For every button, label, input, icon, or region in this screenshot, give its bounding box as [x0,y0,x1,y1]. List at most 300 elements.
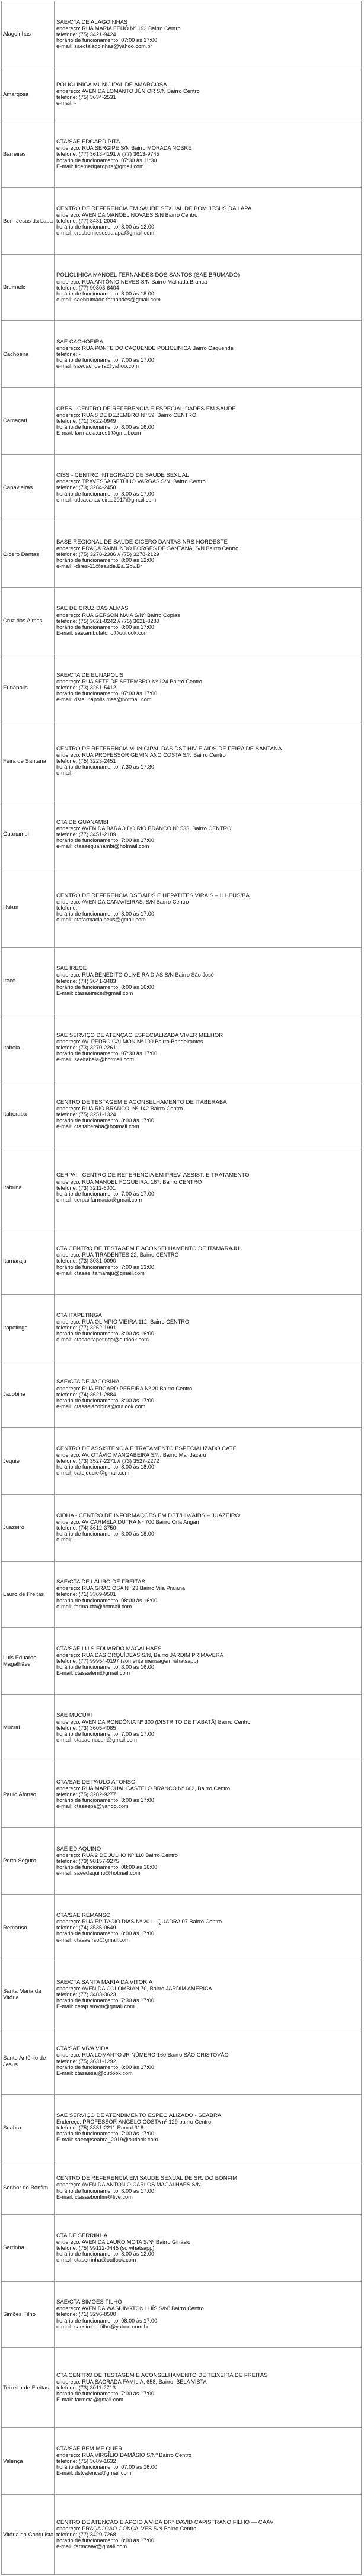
directory-row [2,254,362,321]
service-name: SAE/CTA DE JACOBINA [56,1379,120,1386]
phone-line: telefone: (74) 3621-2884 [56,1391,116,1398]
email-link[interactable]: E-mail: farmacia.cres1@gmail.com [56,430,141,436]
directory-row [2,1894,362,1961]
hours-line: horário de funcionamento: 8:00 às 17:00 [56,2188,154,2194]
email-link[interactable]: e-mail: crssbomjesusdalapa@gmail.com [56,230,155,236]
address-line: endereço: AVENIDA ANTÔNIO CARLOS MAGALHÃES S/N [56,2182,201,2188]
city-name: Cícero Dantas [2,521,55,588]
city-name: Canavieiras [2,454,55,521]
directory-row [2,521,362,588]
email-link[interactable]: e-mail: saeedaquino@hotmail.com [56,1870,141,1876]
email-link[interactable]: E-mail: dstvalenca@gmail.com [56,2470,132,2477]
service-name: CTA CENTRO DE TESTAGEM E ACONSELHAMENTO DE TEIXEIRA DE FREITAS [56,2373,268,2379]
hours-line: horário de funcionamento: 8:00 às 16:00 [56,1664,154,1671]
email-link[interactable]: e-mail: cerpai.farmacia@gmail.com [56,1196,142,1203]
phone-line: telefone: (75) 3251-1324 [56,1111,116,1117]
hours-line: horário de funcionamento: 8:00 às 18:00 [56,1530,154,1537]
service-name: CENTRO DE REFERÊNCIA DST/AIDS E HEPATITES VIRAIS – ILHÉUS/BA [56,892,250,899]
city-name: Mucuri [2,1694,55,1761]
city-name: Cachoeira [2,321,55,388]
service-name: CTA/SAE LUÍS EDUARDO MAGALHÃES [56,1646,162,1652]
email-link[interactable]: e-mail: saecachoeira@yahoo.com [56,363,139,370]
email-link[interactable]: E-mail: ctasaesaj@outlook.com [56,2070,133,2076]
city-name: Lauro de Freitas [2,1561,55,1628]
directory-row [2,947,362,1014]
directory-row [2,587,362,654]
directory-row [2,721,362,801]
email-link[interactable]: e-mail: ctasae.rso@gmail.com [56,1936,130,1943]
city-name: Amargosa [2,68,55,121]
phone-line: telefone: (73) 98157-9275 [56,1858,119,1864]
phone-line: telefone: (75) 3421-9424 [56,31,116,37]
directory-row [2,454,362,521]
address-line: endereço: RUA TIRADENTES 22, Bairro CENTRO [56,1252,179,1258]
address-line: endereço: AVENIDA COLOMBIAN 70, Bairro JARDIM AMÉRICA [56,1985,212,1992]
service-info [55,2215,362,2282]
directory-row [2,121,362,188]
address-line: endereço: AVENIDA LOMANTO JÚNIOR S/N Bairro Centro [56,88,200,95]
service-name: SAE SERVIÇO DE ATENÇÃO ESPECIALIZADA VIVER MELHOR [56,1032,223,1039]
directory-row [2,2428,362,2495]
city-name: Santo Antônio de Jesus [2,2028,55,2095]
address-line: endereço: RUA 8 DE DEZEMBRO Nº 59, Bairro CENTRO [56,412,197,418]
service-name: CTA ITAPETINGA [56,1312,102,1319]
city-name: Remanso [2,1894,55,1961]
directory-row [2,1561,362,1628]
city-name: Santa Maria da Vitória [2,1961,55,2028]
city-name: Luís Eduardo Magalhães [2,1628,55,1695]
hours-line: horário de funcionamento: 8:00 às 17:00 [56,624,154,630]
directory-row [2,2281,362,2348]
directory-row [2,1428,362,1495]
hours-line: horário de funcionamento: 8:00 às 12:00 [56,224,154,230]
service-name: SAE/CTA SANTA MARIA DA VITÓRIA [56,1979,153,1986]
phone-line: telefone: (73) 3270-2261 [56,1045,116,1051]
phone-line: telefone: - [56,351,81,358]
service-name: CTA DE GUANAMBI [56,819,108,826]
service-info [55,121,362,188]
service-name: CTA/SAE REMANSO [56,1913,111,1919]
directory-row [2,1828,362,1895]
address-line: endereço: RUA SERGIPE S/N Bairro MORADA NOBRE [56,145,192,152]
city-name: Alagoinhas [2,1,55,68]
address-line: endereço: RUA MARECHAL CASTELO BRANCO Nº 662, Bairro Centro [56,1785,231,1792]
phone-line: telefone: (77) 3481-2004 [56,218,116,224]
hours-line: horário de funcionamento: 7:00 às 17:00 [56,837,154,843]
city-name: Ilhéus [2,868,55,947]
address-line: endereço: RUA MANOEL FOGUEIRA, 167, Bairro CENTRO [56,1178,202,1185]
directory-body [2,1,362,2575]
phone-line: telefone: (77) 3483-3623 [56,1991,116,1997]
hours-line: horário de funcionamento: 7:00 às 17:00 [56,1190,154,1197]
email-link[interactable]: e-mail: ctaserrinha@outlook.com [56,2257,136,2263]
email-link[interactable]: e-mail: ctasaemucuri@gmail.com [56,1736,137,1743]
city-name: Itamaraju [2,1228,55,1295]
hours-line: horário de funcionamento: 07:30 às 11:30 [56,157,157,163]
email-link[interactable]: E-mail: sae.ambulatorio@outlook.com [56,629,149,636]
phone-line: telefone: (74) 3535-0649 [56,1925,116,1931]
address-line: endereço: AVENIDA LAURO MOTA S/Nº Bairro Ginásio [56,2238,191,2245]
service-name: CTA/SAE EDGARD PITA [56,139,120,146]
service-info [55,2281,362,2348]
phone-line: telefone: (75) 3634-2531 [56,94,116,101]
service-name: CENTRO DE REFERÊNCIA MUNICIPAL DAS DST HIV E AIDS DE FEIRA DE SANTANA [56,746,282,752]
hours-line: horário de funcionamento: 07:00 às 17:00 [56,690,158,697]
service-name: CENTRO DE ATENÇÃO E APOIO A VIDA DR° DAVID CAPISTRANO FILHO — CAAV [56,2519,274,2526]
phone-line: telefone: (75) 3689-1632 [56,2458,116,2465]
service-info [55,587,362,654]
email-link[interactable]: e-mail: saectalagoinhas@yahoo.com.br [56,43,152,49]
directory-row [2,1081,362,1148]
address-line: endereço: RUA LOMANTO JR NÚMERO 160 Bairro SÃO CRISTOVÃO [56,2052,229,2058]
hours-line: horário de funcionamento: 8:00 às 17:00 [56,1797,154,1804]
service-info [55,947,362,1014]
address-line: endereço: RUA EDGARD PEREIRA Nº 20 Bairro Centro [56,1385,193,1392]
directory-row [2,1628,362,1695]
directory-row [2,388,362,455]
address-line: endereço: AVENIDA RONDÔNIA Nº 300 (DISTRITO DE ITABATÃ) Bairro Centro [56,1719,251,1725]
service-name: SAE IRECÊ [56,966,87,972]
directory-row [2,188,362,255]
directory-row [2,68,362,121]
hours-line: horário de funcionamento: 8:00 às 12:00 [56,2250,154,2257]
phone-line: telefone: (77) 99803-6404 [56,284,119,291]
hours-line: horário de funcionamento: 07:00 às 16:00 [56,2464,158,2471]
phone-line: telefone: (74) 3612-3750 [56,1524,116,1531]
directory-row [2,1761,362,1828]
directory-row [2,1295,362,1361]
phone-line: telefone: (74) 3641-3483 [56,978,116,984]
service-name: SAE/CTA DE LAURO DE FREITAS [56,1579,145,1586]
hours-line: horário de funcionamento: 07:00 às 17:00 [56,37,158,43]
service-name: CISS - CENTRO INTEGRADO DE SAÚDE SEXUAL [56,473,189,479]
service-info [55,1495,362,1562]
hours-line: horário de funcionamento: 8:00 às 17:00 [56,910,154,917]
address-line: endereço: AV. OTÁVIO MANGABEIRA S/N, Bairro Mandacaru [56,1452,206,1459]
service-name: CENTRO DE ASSISTÊNCIA E TRATAMENTO ESPECIALIZADO CATE [56,1446,237,1453]
phone-line: telefone: (77) 3262-1991 [56,1325,116,1331]
service-info [55,1561,362,1628]
address-line: endereço: PRAÇA RAIMUNDO BORGES DE SANTANA, S/N Bairro Centro [56,545,239,551]
hours-line: horário de funcionamento: 08:00 às 16:00 [56,1597,158,1604]
address-line: endereço: RUA SETE DE SETEMBRO Nº 124 Bairro Centro [56,679,202,685]
directory-row [2,2494,362,2574]
city-name: Brumado [2,254,55,321]
directory-row [2,801,362,868]
city-name: Jequié [2,1428,55,1495]
phone-line: telefone: (71) 3622-0949 [56,417,116,424]
city-name: Juazeiro [2,1495,55,1562]
directory-row [2,868,362,947]
service-info [55,1628,362,1695]
address-line: endereço: RUA OLIMPIO VIEIRA,112, Bairro CENTRO [56,1318,189,1325]
service-name: CENTRO DE TESTAGEM E ACONSELHAMENTO DE ITABERABA [56,1099,227,1106]
address-line: endereço: AV CARMELA DUTRA Nº 700 Bairro Orla Angari [56,1518,199,1525]
directory-row [2,1694,362,1761]
service-name: BASE REGIONAL DE SAÚDE CÍCERO DANTAS NRS NORDESTE [56,539,228,545]
directory-row [2,2028,362,2095]
service-name: CTA CENTRO DE TESTAGEM E ACONSELHAMENTO DE ITAMARAJU [56,1246,240,1252]
hours-line: horário de funcionamento: 7:00 às 17:00 [56,2131,154,2137]
service-name: SAE MUCURI [56,1713,92,1719]
address-line: endereço: AVENIDA MANOEL NOVAES S/N Bairro Centro [56,211,198,218]
city-name: Itaberaba [2,1081,55,1148]
hours-line: horário de funcionamento: 8:00 às 18:00 [56,290,154,297]
service-info [55,2428,362,2495]
email-link[interactable]: e-mail: ctaitaberaba@hotmail.com [56,1123,139,1129]
service-info [55,1081,362,1148]
email-link[interactable]: e-mail: -dires-11@saude.Ba.Gov.Br [56,563,142,570]
service-info [55,388,362,455]
directory-row [2,1014,362,1081]
service-info [55,254,362,321]
service-info [55,1361,362,1428]
phone-line: telefone: (71) 3296-8500 [56,2311,116,2318]
service-name: SAE SERVIÇO DE ATENDIMENTO ESPECIALIZADO - SEABRA [56,2112,222,2119]
service-info [55,1961,362,2028]
service-info [55,801,362,868]
directory-row [2,1148,362,1228]
address-line: endereço: RUA DAS ORQUÍDEAS S/N, Bairro JARDIM PRIMAVERA [56,1652,223,1658]
service-name: SAE ED AQUINO [56,1846,101,1852]
email-link[interactable]: e-mail: dsteunapolis.mes@hotmail.com [56,696,152,703]
email-link[interactable]: e-mail: udcacanavieiras2017@gmail.com [56,496,157,503]
city-name: Senhor do Bonfim [2,2161,55,2215]
service-info [55,188,362,255]
service-name: POLICLINICA MANOEL FERNANDES DOS SANTOS (SAE BRUMADO) [56,272,240,279]
address-line: endereço: RUA 2 DE JULHO Nº 110 Bairro Centro [56,1852,178,1858]
phone-line: telefone: (73) 3284-2458 [56,484,116,491]
service-name: CTA/SAE DE PAULO AFONSO [56,1780,136,1785]
hours-line: horário de funcionamento: 7:00 às 13:00 [56,1264,154,1270]
city-name: Bom Jesus da Lapa [2,188,55,255]
email-link[interactable]: E-mail: cetap.smvm@gmail.com [56,2003,135,2010]
service-name: CERPAI - CENTRO DE REFERÊNCIA EM PREV. ASSIST. E TRATAMENTO [56,1173,250,1179]
address-line: endereço: AVENIDA CANAVIEIRAS, S/N Bairro Centro [56,898,189,905]
phone-line: telefone: (71) 3369-9501 [56,1591,116,1598]
service-name: CIDHA - CENTRO DE INFORMAÇÕES EM DST/HIV/AIDS – JUAZEIRO [56,1512,240,1519]
service-info [55,2028,362,2095]
address-line: endereço: RUA VIRGÍLIO DAMÁSIO S/Nº Bairro Centro [56,2452,192,2459]
email-link[interactable]: e-mail: catejequie@gmail.com [56,1470,130,1476]
address-line: endereço: RUA EPITÁCIO DIAS Nº 201 - QUADRA 07 Bairro Centro [56,1919,222,1925]
address-line: endereço: RUA PROFESSOR GEMINIANO COSTA S/N Bairro Centro [56,751,226,758]
city-name: Jacobina [2,1361,55,1428]
address-line: endereço: TRAVESSA GETÚLIO VARGAS S/N, Bairro Centro [56,478,206,485]
city-name: Camaçari [2,388,55,455]
address-line: endereço: RUA ANTÔNIO NEVES S/N Bairro Malhada Branca [56,278,207,285]
email-link: e-mail: - [56,1537,76,1543]
service-info [55,1761,362,1828]
phone-line: telefone: - [56,904,81,911]
city-name: Serrinha [2,2215,55,2282]
city-name: Irecê [2,947,55,1014]
service-name: CTA/SAE VIVA VIDA [56,2046,109,2053]
city-name: Itabuna [2,1148,55,1228]
service-info [55,1014,362,1081]
service-name: SAE/CTA SIMÕES FILHO [56,2299,122,2306]
service-name: SAE/CTA DE EUNÁPOLIS [56,673,124,679]
email-link: e-mail: - [56,100,76,107]
email-link: e-mail: - [56,770,76,776]
directory-row [2,1961,362,2028]
hours-line: horário de funcionamento: 8:00 às 17:00 [56,1117,154,1123]
phone-line: telefone: (73) 3261-5412 [56,685,116,691]
email-link[interactable]: e-mail: farmcaav@gmail.com [56,2543,127,2550]
service-info [55,68,362,121]
phone-line: telefone: (75) 3278-2386 // (75) 3278-2129 [56,551,159,557]
city-name: Itabela [2,1014,55,1081]
email-link[interactable]: E-mail: ficemedgardpita@gmail.com [56,163,144,169]
city-name: Seabra [2,2095,55,2161]
email-link[interactable]: e-mail: saeitabela@hotmail.com [56,1056,134,1063]
address-line: endereço: RUA SAGRADA FAMÍLIA, 658, Bairro, BELA VISTA [56,2379,207,2385]
city-name: Valença [2,2428,55,2495]
directory-row [2,1,362,68]
address-line: endereço: AV. PEDRO CALMON Nº 100 Bairro Bandeirantes [56,1039,203,1045]
hours-line: horário de funcionamento: 8:00 às 16:00 [56,984,154,990]
service-info [55,454,362,521]
hours-line: horário de funcionamento: 08:00 às 16:00 [56,1864,158,1870]
service-name: CENTRO DE REFERÊNCIA EM SAÚDE SEXUAL DE BOM JESUS DA LAPA [56,205,252,212]
phone-line: telefone: (77) 3451-2189 [56,831,116,837]
hours-line: horário de funcionamento: 8:00 às 12:00 [56,557,154,564]
address-line: endereço: RUA RIO BRANCO, Nº 142 Bairro Centro [56,1105,183,1112]
address-line: endereço: PRAÇA JOÃO GONÇALVES S/N Bairro Centro [56,2525,197,2532]
service-info [55,1148,362,1228]
city-name: Feira de Santana [2,721,55,801]
directory-row [2,1228,362,1295]
directory-row [2,1495,362,1562]
hours-line: horário de funcionamento: 7:00 às 17:00 [56,1730,154,1737]
service-info [55,1428,362,1495]
email-link[interactable]: e-mail: farma.cta@hotmail.com [56,1603,132,1610]
service-name: CRES - CENTRO DE REFERÊNCIA E ESPECIALIDADES EM SAÚDE [56,406,236,412]
hours-line: horário de funcionamento: 7:00 às 17:00 [56,357,154,364]
hours-line: horário de funcionamento: 8:00 às 17:00 [56,1931,154,1937]
service-name: SAE CACHOEIRA [56,339,103,346]
service-info [55,1228,362,1295]
address-line: endereço: RUA GRACIOSA Nº 23 Bairro Vila Praiana [56,1585,186,1592]
address-line: endereço: AVENIDA WASHINGTON LUÍS S/Nº Bairro Centro [56,2305,204,2312]
address-line: endereço: RUA MARIA FEIJÓ Nº 193 Bairro Centro [56,25,181,31]
service-name: CTA/SAE BEM ME QUER [56,2446,123,2452]
address-line: endereço: RUA BENEDITO OLIVEIRA DIAS S/N Bairro São José [56,972,214,978]
city-name: Vitória da Conquista [2,2494,55,2574]
email-link[interactable]: e-mail: ctasae.itamaraju@gmail.com [56,1270,145,1276]
email-link[interactable]: e-mail: ctafarmacialheus@gmail.com [56,916,146,923]
service-info [55,1694,362,1761]
phone-line: telefone: (75) 3282-9277 [56,1791,116,1798]
hours-line: horário de funcionamento: 8:00 às 17:00 [56,2538,154,2544]
service-name: POLICLINICA MUNICIPAL DE AMARGOSA [56,82,167,88]
directory-row [2,2161,362,2215]
hours-line: horário de funcionamento: 7:30 às 17:00 [56,1997,154,2004]
phone-line: telefone: (73) 3031-0090 [56,1258,116,1264]
email-link[interactable]: e-mail: ctasaeitapetinga@outlook.com [56,1337,149,1343]
phone-line: telefone: (73) 3527-2271 // (73) 3527-2272 [56,1458,159,1464]
hours-line: horário de funcionamento: 8:00 às 17:00 [56,2064,154,2070]
phone-line: telefone: (77) 99954-0197 (somente mensagem whatsapp) [56,1658,199,1664]
phone-line: telefone: (73) 3011-2713 [56,2385,116,2391]
email-link[interactable]: e-mail: saesimoesfilho@yahoo.com.br [56,2323,149,2330]
city-name: Eunápolis [2,654,55,721]
directory-row [2,321,362,388]
directory-row [2,2215,362,2282]
email-link[interactable]: E-mail: ctasaelem@gmail.com [56,1670,130,1676]
service-directory-table [1,1,362,2575]
hours-line: horário de funcionamento: 08:00 às 17:00 [56,2317,158,2324]
address-line: endereço: RUA GERSON MAIA S/Nº Bairro Coplas [56,612,180,618]
service-info [55,1894,362,1961]
phone-line: telefone: (75) 3223-2451 [56,758,116,765]
directory-row [2,654,362,721]
service-name: SAE DE CRUZ DAS ALMAS [56,606,129,612]
city-name: Barreiras [2,121,55,188]
email-link[interactable]: E-mail: ctasaeirece@gmail.com [56,990,133,996]
service-info [55,521,362,588]
hours-line: horário de funcionamento: 8:00 às 17:00 [56,490,154,497]
service-info [55,868,362,947]
email-link[interactable]: E-mail: farmcta@gmail.com [56,2397,123,2403]
phone-line: telefone: (77) 3429-7268 [56,2531,116,2538]
phone-line: telefone: (75) 3621-8242 // (75) 3621-8280 [56,618,159,624]
service-info [55,2348,362,2428]
directory-row [2,2095,362,2161]
email-link[interactable]: E-mail: ctasaebonfim@live.com [56,2193,133,2200]
service-info [55,2095,362,2161]
service-info [55,721,362,801]
service-name: CTA DE SERRINHA [56,2233,108,2239]
email-link[interactable]: e-mail: ctasaejacobina@outlook.com [56,1403,146,1409]
city-name: Guanambi [2,801,55,868]
address-line: Endereço: PROFESSOR ÂNGELO COSTA nº 129 bairro Centro [56,2119,212,2125]
phone-line: telefone: (73) 3605-4085 [56,1724,116,1731]
phone-line: telefone: (75) 3631-1292 [56,2058,116,2064]
email-link[interactable]: e-mail: saebrumado.fernandes@gmail.com [56,296,161,303]
service-info [55,1,362,68]
hours-line: horário de funcionamento: 07:30 às 17:00 [56,1051,158,1057]
hours-line: horário de funcionamento: 7:30 às 17:30 [56,764,154,770]
city-name: Porto Seguro [2,1828,55,1895]
hours-line: horário de funcionamento: 8:00 às 18:00 [56,1464,154,1470]
hours-line: horário de funcionamento: 8:00 às 16:00 [56,423,154,430]
phone-line: telefone: (75) 99112-0445 (só whatsapp) [56,2244,155,2251]
service-info [55,2161,362,2215]
email-link[interactable]: E-mail: saeotpseabra_2019@outlook.com [56,2137,158,2143]
service-info [55,1828,362,1895]
address-line: endereço: RUA PONTE DO CAQUENDE POLICLINICA Bairro Caquende [56,345,234,352]
phone-line: telefone: (75) 3331-2211 Ramal 318 [56,2125,143,2131]
phone-line: telefone: (73) 3211-6001 [56,1184,116,1191]
phone-line: telefone: (77) 3613-4191 // (77) 3613-9745 [56,151,159,158]
service-info [55,654,362,721]
service-info [55,1295,362,1361]
hours-line: horário de funcionamento: 8:00 às 17:00 [56,1397,154,1403]
email-link[interactable]: e-mail: ctasaeguanambi@hotmail.com [56,843,149,850]
hours-line: horário de funcionamento: 8:00 às 16:00 [56,1331,154,1337]
city-name: Simões Filho [2,2281,55,2348]
service-info [55,321,362,388]
service-name: SAE/CTA DE ALAGOINHAS [56,19,128,25]
address-line: endereço: AVENIDA BARÃO DO RIO BRANCO Nº 533, Bairro CENTRO [56,825,232,831]
email-link[interactable]: e-mail: ctasaepa@yahoo.com [56,1803,129,1810]
directory-row [2,2348,362,2428]
service-name: CENTRO DE REFERÊNCIA EM SAÚDE SEXUAL DE SR. DO BONFIM [56,2176,238,2182]
city-name: Paulo Afonso [2,1761,55,1828]
hours-line: horário de funcionamento: 7:00 às 17:00 [56,2391,154,2397]
city-name: Cruz das Almas [2,587,55,654]
